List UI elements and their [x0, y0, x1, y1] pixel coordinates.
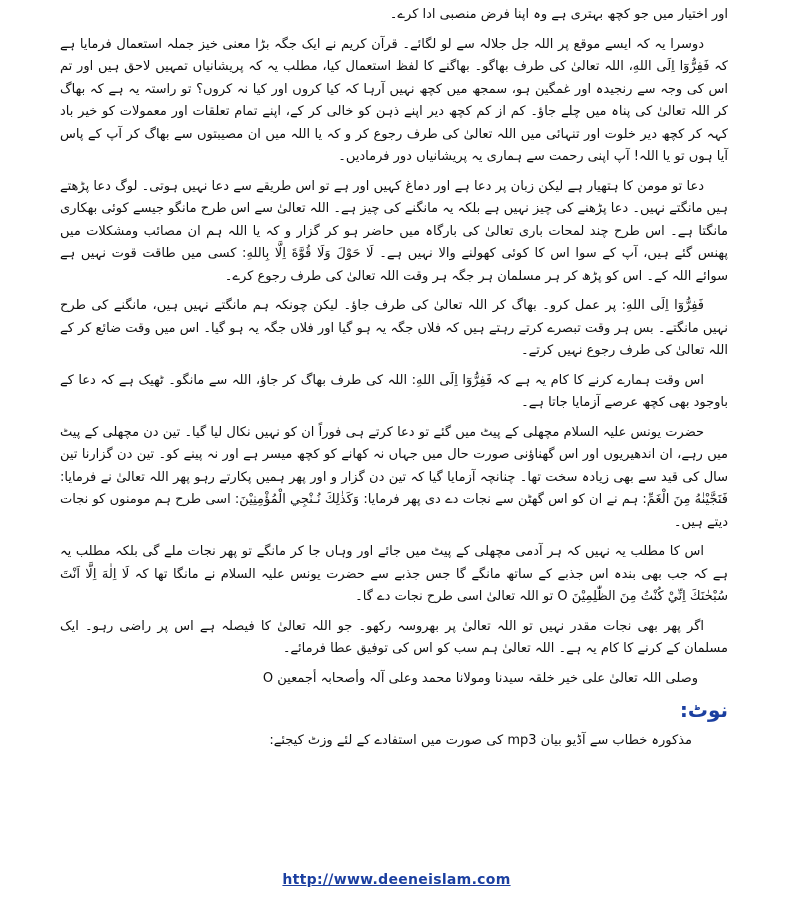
paragraph-trust-allah: اگر پھر بھی نجات مقدر نہیں تو اللہ تعالیٰ پر بھروسہ رکھو۔ جو اللہ تعالیٰ کا فیصلہ ہے اس پر راضی رہو۔ ایک مسلمان کے کرنے کا کام یہ ہے۔ اللہ تعالیٰ ہم سب کو اس کی توفیق عطا فرمائے۔	[60, 618, 728, 656]
paragraph-act-on-verse: فَفِرُّوٓا اِلَى اللهِ: پر عمل کرو۔ بھاگ کر اللہ تعالیٰ کی طرف جاؤ۔ لیکن چونکہ ہم مانگتے نہیں ہیں، مانگنے کی طرح نہیں مانگتے۔ بس ہر وقت تبصرے کرتے رہتے ہیں کہ فلاں جگہ یہ ہو گیا اور فلاں جگہ یہ ہو گیا۔ اس میں وقت ضائع کر کے اللہ تعالیٰ کی طرف رجوع نہیں کرتے۔	[60, 298, 728, 358]
closing-salutation: وصلی اللہ تعالیٰ علی خیر خلقہ سیدنا ومولانا محمد وعلی آلہ وأصحابہ أجمعین O	[262, 670, 698, 686]
paragraph-our-duty: اس وقت ہمارے کرنے کا کام یہ ہے کہ فَفِرُّوٓا اِلَى اللهِ: اللہ کی طرف بھاگ کر جاؤ، اللہ سے مانگو۔ ٹھیک ہے کہ دعا کے باوجود بھی کچھ عرصے آزمایا جاتا ہے۔	[60, 372, 728, 410]
paragraph-prophet-yunus: حضرت یونس علیہ السلام مچھلی کے پیٹ میں گئے تو دعا کرتے ہی فوراً ان کو نہیں نکال لیا گیا۔ تین دن مچھلی کے پیٹ میں رہے، ان اندھیریوں اور اس گھناؤنی صورت حال میں جہاں نہ کھانے کو کچھ میسر ہے اور نہ پینے کو۔ تین دن گزارنا تین سال کی قید سے بھی زیادہ سخت تھا۔ چنانچہ آزمایا گیا کہ تین دن گزار و اور پھر ہمیں پکارتے رہو پھر اللہ تعالیٰ نے فرمایا: فَنَجَّيْنٰهُ مِنَ الْغَمِّ: ہم نے ان کو اس گھٹن سے نجات دے دی پھر فرمایا: وَكَذٰلِكَ نُـنْجِي الْمُؤْمِنِيْنَ: اسی طرح ہم مومنوں کو نجات دیتے ہیں۔	[60, 424, 728, 530]
note-text: مذکورہ خطاب سے آڈیو بیان mp3 کی صورت میں استفادے کے لئے وزٹ کیجئے:	[269, 732, 692, 748]
article-body	[60, 4, 728, 756]
paragraph-intro: اور اختیار میں جو کچھ بہتری ہے وہ اپنا فرض منصبی ادا کرے۔	[389, 7, 728, 22]
paragraph-dua-weapon: دعا تو مومن کا ہتھیار ہے لیکن زبان پر دعا ہے اور دماغ کہیں اور ہے تو اس طریقے سے دعا نہیں ہوتی۔ لوگ دعا پڑھتے ہیں مانگتے نہیں۔ دعا پڑھنے کی چیز نہیں ہے بلکہ یہ مانگنے کی چیز ہے۔ اللہ تعالیٰ سے اس طرح مانگو جیسے کوئی بھکاری مانگتا ہے۔ اس طرح چند لمحات باری تعالیٰ کی بارگاہ میں حاضر ہو کر گزار و کہ یا اللہ ہم ان مصائب ومشکلات میں پھنس گئے ہیں، آپ کے سوا اس کا کوئی کھولنے والا نہیں ہے۔ لَا حَوْلَ وَلَا قُوَّةَ اِلَّا بِاللهِ: کسی میں طاقت قوت نہیں ہے سوائے اللہ کے۔ اس کو پڑھ کر ہر مسلمان ہر جگہ ہر وقت اللہ تعالیٰ کی طرف رجوع کرے۔	[60, 178, 728, 284]
paragraph-flee-to-allah: دوسرا یہ کہ ایسے موقع پر اللہ جل جلالہ سے لو لگائے۔ قرآن کریم نے ایک جگہ بڑا معنی خیز جملہ استعمال فرمایا ہے کہ فَفِرُّوٓا اِلَى اللهِ، اللہ تعالیٰ کی طرف بھاگو۔ بھاگنے کا لفظ استعمال کیا، مطلب یہ کہ پریشانیاں تمہیں لاحق ہیں اور تم اس کی وجہ سے رنجیدہ اور غمگین ہو، سمجھ میں کچھ نہیں آرہا کہ کیا کروں اور کیا نہ کروں؟ تو راستہ یہ ہے کہ بھاگ کر اللہ تعالیٰ کی پناہ میں چلے جاؤ۔ کم از کم کچھ دیر اپنے ذہن کو خالی کر کے، اپنے تمام تعلقات اور معمولات کو خیر باد کہہ کر کچھ دیر خلوت اور تنہائی میں اللہ تعالیٰ کی طرف رجوع کر و کہ یا اللہ میں ان مصیبتوں سے بھاگ کر آپ کے پاس آیا ہوں تو یا اللہ! آپ اپنی رحمت سے ہماری یہ پریشانیاں دور فرمادیں۔	[60, 36, 728, 164]
paragraph-meaning: اس کا مطلب یہ نہیں کہ ہر آدمی مچھلی کے پیٹ میں جائے اور وہاں جا کر مانگے تو پھر نجات ملے گی بلکہ مطلب یہ ہے کہ جب بھی بندہ اس جذبے کے ساتھ مانگے گا جس جذبے سے حضرت یونس علیہ السلام نے مانگا تھا کہ لَا اِلٰهَ اِلَّا اَنْتَ سُبْحٰنَكَ اِنِّيْ كُنْتُ مِنَ الظّٰلِمِيْنَ O تو اللہ تعالیٰ اسی طرح نجات دے گا۔	[60, 544, 728, 604]
note-heading: نوٹ:	[679, 697, 728, 722]
website-link[interactable]: http://www.deeneislam.com	[282, 872, 511, 888]
